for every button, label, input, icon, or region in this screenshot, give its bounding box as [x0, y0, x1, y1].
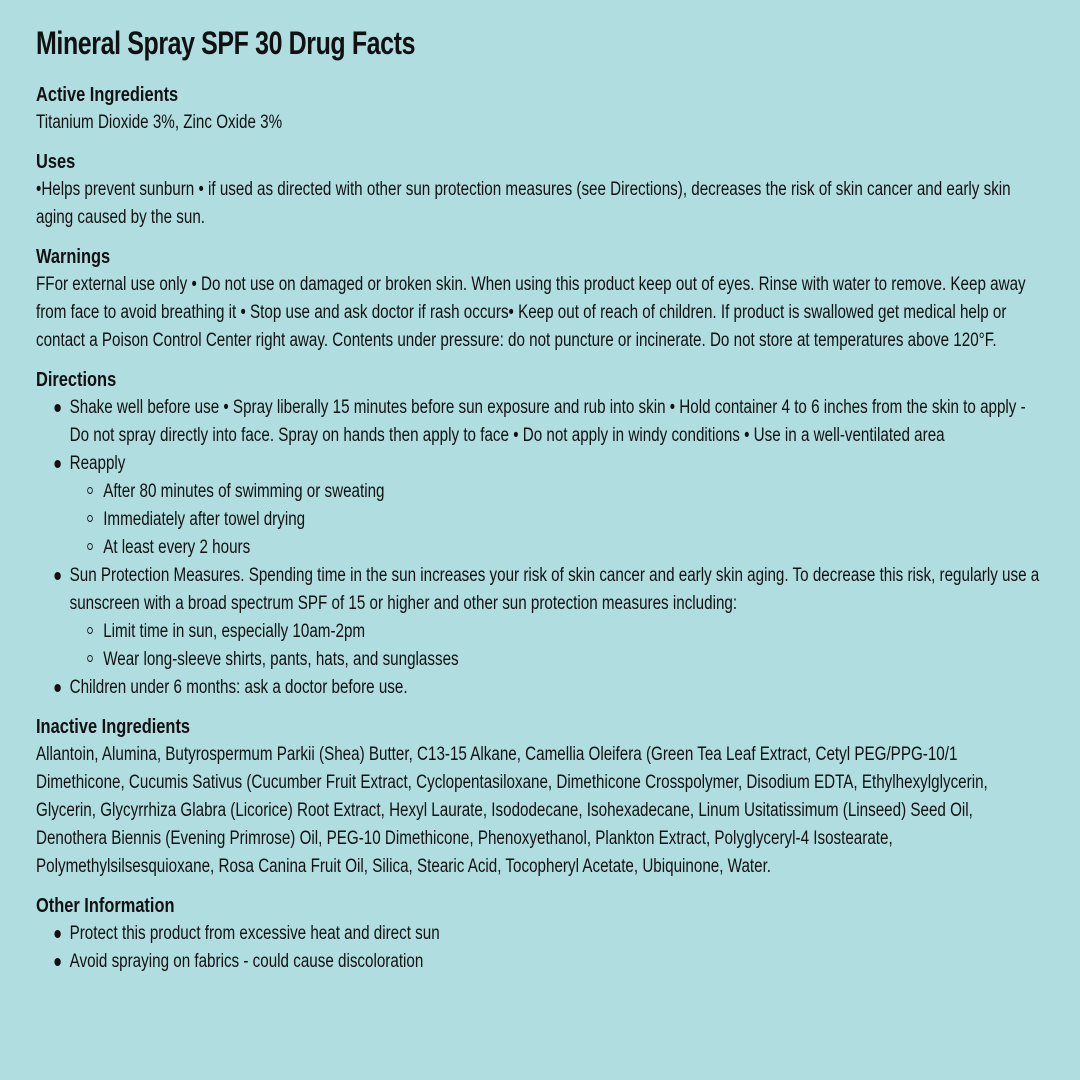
directions-item-text: Shake well before use • Spray liberally 15 minutes before sun exposure and rub into skin • Hold container 4 to 6 inches from the skin to apply - Do not spray directly into face. Spray on hands then apply to face • Do not apply in windy conditions • Use in a well-ventilated area [69, 397, 1026, 446]
list-item [70, 674, 1044, 702]
uses-section [36, 148, 1044, 232]
page-title: Mineral Spray SPF 30 Drug Facts [36, 25, 416, 61]
inactive-ingredients-text: Allantoin, Alumina, Butyrospermum Parkii (Shea) Butter, C13-15 Alkane, Camellia Oleifera (Green Tea Leaf Extract, Cetyl PEG/PPG-10/1 Dimethicone, Cucumis Sativus (Cucumber Fruit Extract, Cyclopentasiloxane, Dimethicone Crosspolymer, Disodium EDTA, Ethylhexylglycerin, Glycerin, Glycyrrhiza Glabra (Licorice) Root Extract, Hexyl Laurate, Isododecane, Isohexadecane, Linum Usitatissimum (Linseed) Seed Oil, Denothera Biennis (Evening Primrose) Oil, PEG-10 Dimethicone, Phenoxyethanol, Plankton Extract, Polyglyceryl-4 Isostearate, Polymethylsilsesquioxane, Rosa Canina Fruit Oil, Silica, Stearic Acid, Tocopheryl Acetate, Ubiquinone, Water. [36, 744, 988, 877]
active-ingredients-heading: Active Ingredients [36, 84, 179, 106]
directions-item-text: Reapply [69, 453, 126, 474]
warnings-heading: Warnings [36, 246, 111, 268]
sun-protection-sublist [70, 618, 1044, 674]
warnings-section [36, 243, 1044, 355]
sublist-item: After 80 minutes of swimming or sweating [103, 478, 1044, 506]
sublist-item: Limit time in sun, especially 10am-2pm [103, 618, 1044, 646]
list-item [70, 450, 1044, 562]
inactive-ingredients-heading: Inactive Ingredients [36, 716, 191, 738]
active-ingredients-section [36, 81, 1044, 137]
other-information-section [36, 892, 1044, 976]
directions-item-text: Sun Protection Measures. Spending time in the sun increases your risk of skin cancer and early skin aging. To decrease this risk, regularly use a sunscreen with a broad spectrum SPF of 15 or higher and other sun protection measures including: [69, 565, 1040, 614]
other-information-heading: Other Information [36, 895, 175, 917]
sublist-item: At least every 2 hours [103, 534, 1044, 562]
warnings-text: FFor external use only • Do not use on damaged or broken skin. When using this product keep out of eyes. Rinse with water to remove. Keep away from face to avoid breathing it • Stop use and ask doctor if rash occurs• Keep out of reach of children. If product is swallowed get medical help or contact a Poison Control Center right away. Contents under pressure: do not puncture or incinerate. Do not store at temperatures above 120°F. [36, 274, 1026, 351]
list-item: Avoid spraying on fabrics - could cause discoloration [70, 948, 1044, 976]
directions-item-text: Children under 6 months: ask a doctor before use. [69, 677, 408, 698]
directions-list [36, 394, 1044, 702]
list-item: Protect this product from excessive heat and direct sun [70, 920, 1044, 948]
inactive-ingredients-section [36, 713, 1044, 881]
reapply-sublist [70, 478, 1044, 562]
list-item [70, 562, 1044, 674]
directions-heading: Directions [36, 369, 117, 391]
other-information-list [36, 920, 1044, 976]
uses-text: •Helps prevent sunburn • if used as directed with other sun protection measures (see Directions), decreases the risk of skin cancer and early skin aging caused by the sun. [36, 179, 1011, 228]
directions-section [36, 366, 1044, 702]
uses-heading: Uses [36, 151, 76, 173]
sublist-item: Immediately after towel drying [103, 506, 1044, 534]
list-item [70, 394, 1044, 450]
active-ingredients-text: Titanium Dioxide 3%, Zinc Oxide 3% [36, 112, 283, 133]
sublist-item: Wear long-sleeve shirts, pants, hats, and sunglasses [103, 646, 1044, 674]
